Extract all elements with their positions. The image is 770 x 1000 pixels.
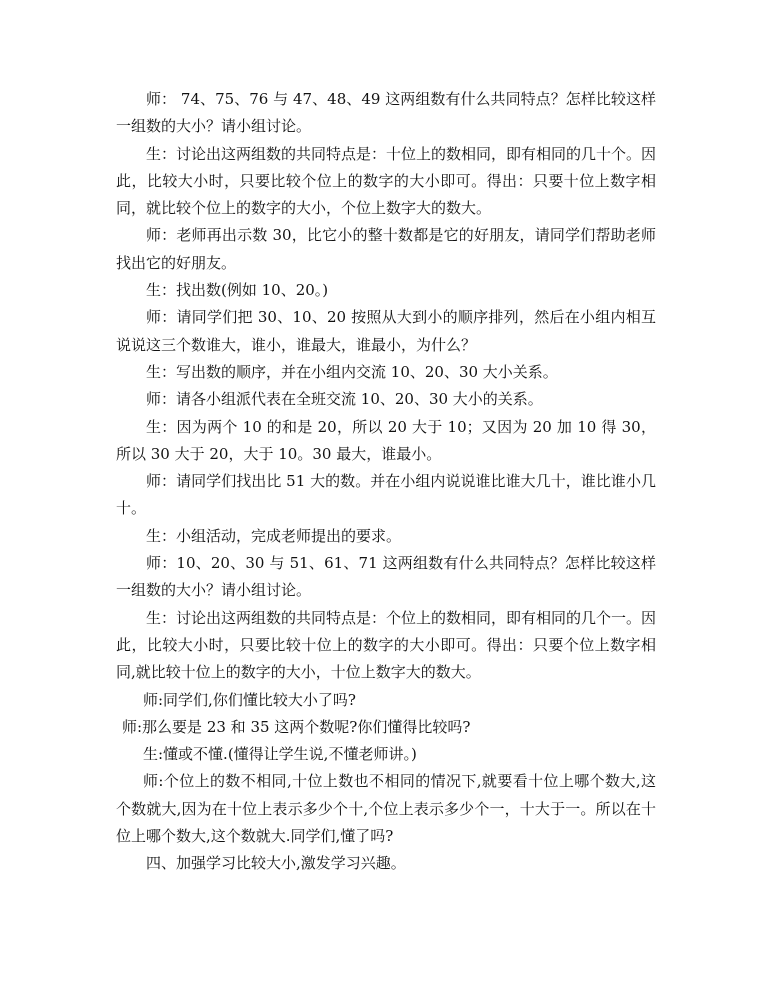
paragraph-teacher-check-understanding: 师:同学们,你们懂比较大小了吗?	[143, 690, 356, 709]
paragraph-student-explain: 生：因为两个 10 的和是 20，所以 20 大于 10；又因为 20 加 10 得 30，所以 30 大于 20，大于 10。30 最大，谁最小。	[116, 417, 656, 463]
paragraph-teacher-order-numbers: 师：请同学们把 30、10、20 按照从大到小的顺序排列，然后在小组内相互说说这三个数谁大，谁小，谁最大，谁最小，为什么？	[116, 308, 656, 354]
paragraph-teacher-23-35: 师:那么要是 23 和 35 这两个数呢?你们懂得比较吗?	[122, 717, 471, 736]
paragraph-student-write-order: 生：写出数的顺序，并在小组内交流 10、20、30 大小关系。	[146, 362, 558, 381]
paragraph-teacher-question-2: 师：10、20、30 与 51、61、71 这两组数有什么共同特点？怎样比较这样一组数的大小？请小组讨论。	[116, 554, 656, 600]
paragraph-teacher-question-1: 师： 74、75、76 与 47、48、49 这两组数有什么共同特点？怎样比较这样一组数的大小？请小组讨论。	[116, 90, 656, 136]
paragraph-student-group-activity: 生：小组活动，完成老师提出的要求。	[146, 526, 402, 545]
paragraph-student-find-numbers: 生：找出数(例如 10、20。)	[146, 281, 329, 300]
paragraph-student-answer-2: 生：讨论出这两组数的共同特点是：个位上的数相同，即有相同的几个一。因此，比较大小时，只要比较十位上的数字的大小即可。得出：只要个位上数字相同,就比较十位上的数字的大小，十位上数字大的数大。	[116, 608, 657, 682]
paragraph-teacher-explain-tens: 师:个位上的数不相同,十位上数也不相同的情况下,就要看十位上哪个数大,这个数就大,因为在十位上表示多少个十,个位上表示多少个一，十大于一。所以在十位上哪个数大,这个数就大.同学们,懂了吗?	[116, 772, 656, 846]
paragraph-student-answer-1: 生：讨论出这两组数的共同特点是：十位上的数相同，即有相同的几十个。因此，比较大小时，只要比较个位上的数字的大小即可。得出：只要十位上数字相同，就比较个位上的数字的大小，个位上数字大的数大。	[116, 144, 657, 218]
document-body	[116, 86, 656, 878]
paragraph-teacher-class-share: 师：请各小组派代表在全班交流 10、20、30 大小的关系。	[146, 390, 543, 409]
paragraph-student-understand-or-not: 生:懂或不懂.(懂得让学生说,不懂老师讲。)	[143, 745, 417, 764]
paragraph-teacher-show-30: 师：老师再出示数 30，比它小的整十数都是它的好朋友，请同学们帮助老师找出它的好朋友。	[116, 226, 656, 272]
paragraph-teacher-find-bigger-51: 师：请同学们找出比 51 大的数。并在小组内说说谁比谁大几十，谁比谁小几十。	[116, 472, 656, 518]
section-heading-4: 四、加强学习比较大小,激发学习兴趣。	[146, 854, 406, 873]
